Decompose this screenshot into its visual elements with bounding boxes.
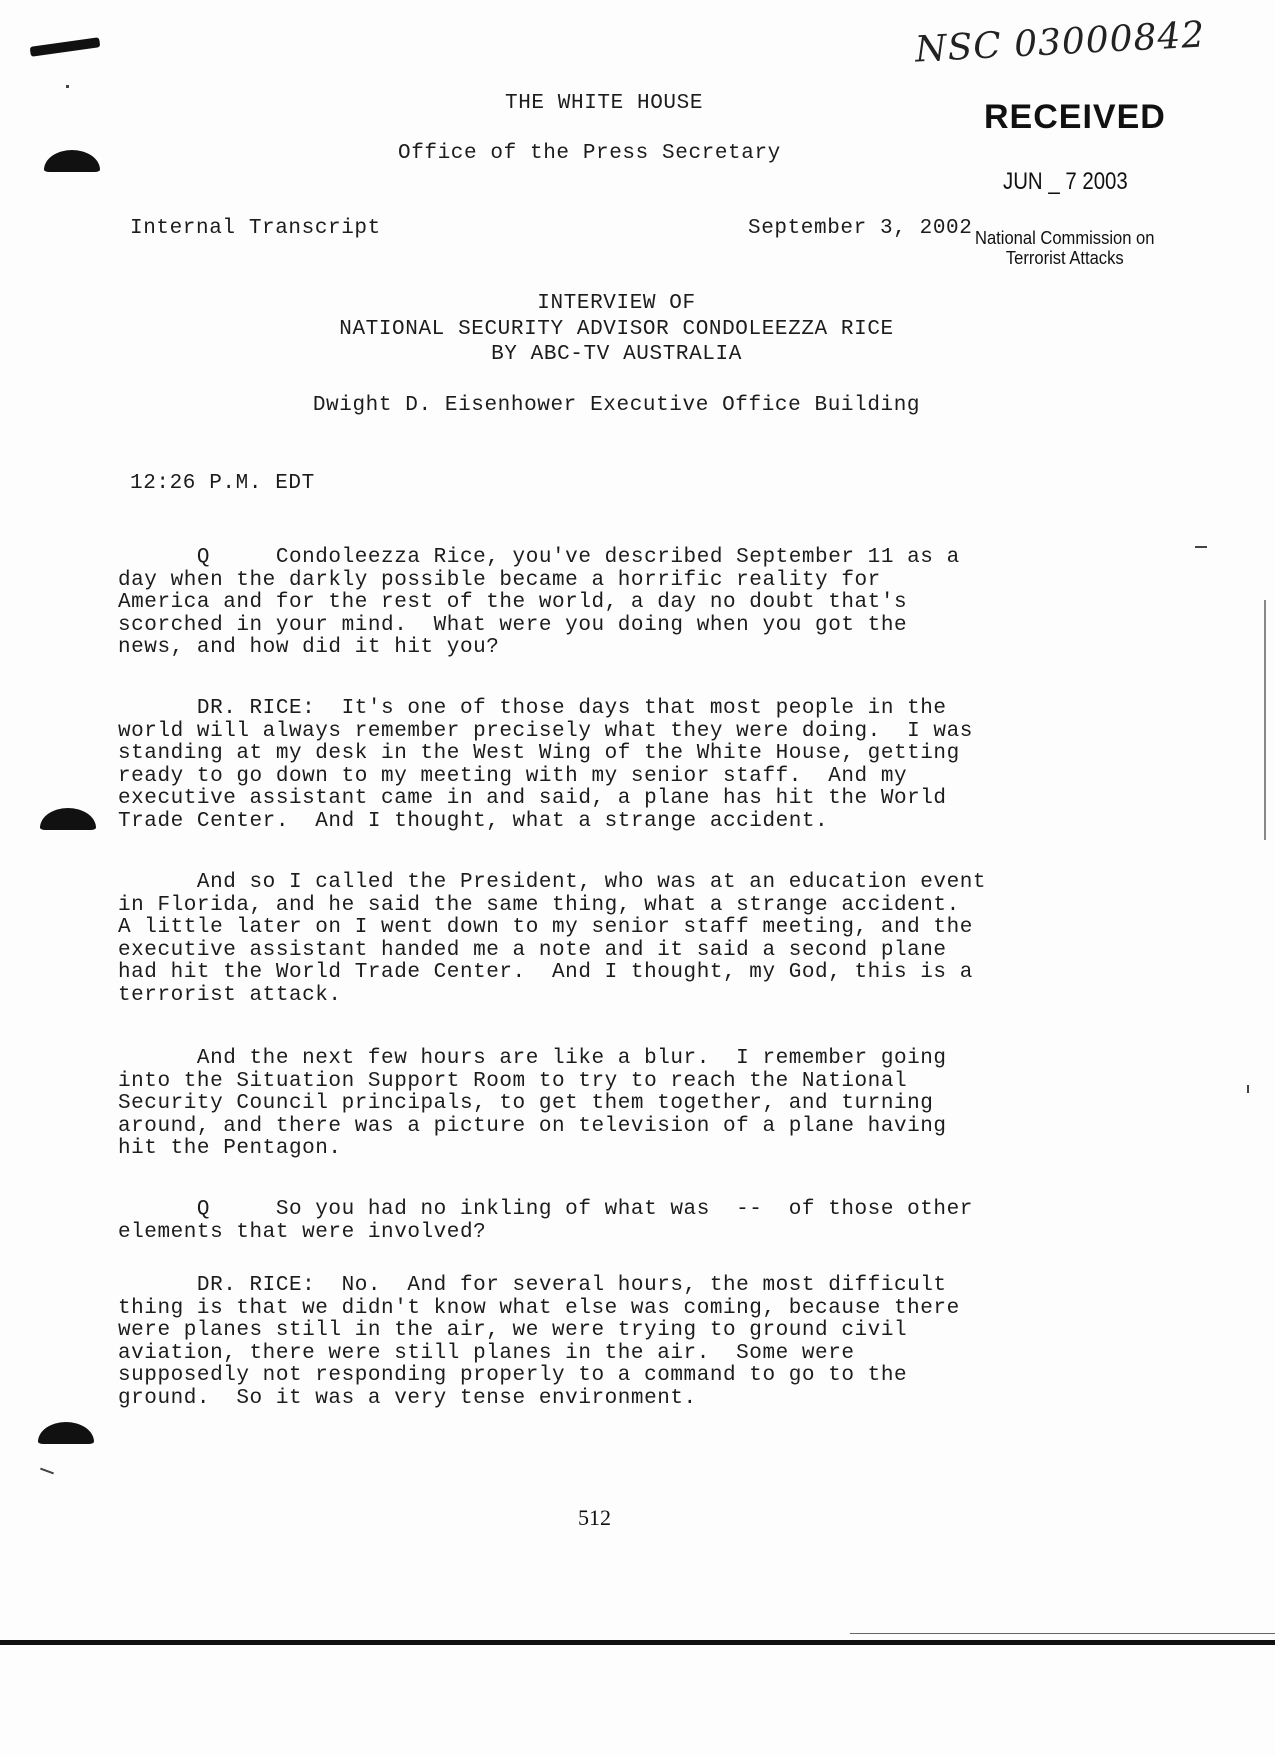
title-line-2: NATIONAL SECURITY ADVISOR CONDOLEEZZA RICE [339,318,894,341]
transcript-line: executive assistant came in and said, a plane has hit the World [118,787,947,810]
scan-speck [66,85,69,88]
commission-stamp-line2: Terrorist Attacks [1005,248,1124,268]
commission-stamp [975,228,1154,268]
transcript-line: aviation, there were still planes in the air. Some were [118,1341,855,1365]
transcript-line: world will always remember precisely what they were doing. I was [118,719,973,743]
transcript-line: ready to go down to my meeting with my senior staff. And my [118,764,908,788]
transcript-line: And so I called the President, who was at an education event [118,871,987,894]
received-stamp-date: JUN _ 7 2003 [1003,168,1128,195]
institution-heading: THE WHITE HOUSE [505,92,704,115]
transcript-line: Q Condoleezza Rice, you've described September 11 as a [118,546,960,569]
transcript-line: thing is that we didn't know what else was coming, because there [118,1296,960,1320]
transcript-line: into the Situation Support Room to try to reach the National [118,1069,908,1093]
transcript-date: September 3, 2002 [748,217,973,240]
transcript-line: supposedly not responding properly to a command to go to the [118,1364,908,1387]
transcript-line: day when the darkly possible became a horrific reality for [118,568,881,592]
transcript-line: news, and how did it hit you? [118,636,500,659]
scan-edge-rule [0,1640,1275,1645]
page-number: 512 [578,1505,611,1530]
transcript-line: had hit the World Trade Center. And I thought, my God, this is a [118,961,973,984]
scan-speck [40,1468,54,1475]
interview-location: Dwight D. Eisenhower Executive Office Building [312,394,921,417]
transcript-type: Internal Transcript [130,217,381,240]
transcript-line: And the next few hours are like a blur. I remember going [118,1047,947,1070]
scan-speck [1247,1085,1249,1093]
transcript-line: in Florida, and he said the same thing, what a strange accident. [118,893,960,917]
binder-hole-mark [44,150,100,172]
binder-hole-mark [30,37,101,57]
scan-edge-thin-line [850,1633,1275,1634]
transcript-line: Security Council principals, to get them together, and turning [118,1092,934,1115]
transcript-line: America and for the rest of the world, a day no doubt that's [118,591,908,614]
transcript-line: ground. So it was a very tense environment. [118,1386,697,1410]
transcript-paragraph [118,872,1118,1007]
transcript-line: elements that were involved? [118,1220,487,1244]
interview-time: 12:26 P.M. EDT [130,472,315,495]
transcript-line: Trade Center. And I thought, what a strange accident. [118,809,829,833]
transcript-paragraph [118,1199,1118,1244]
binder-hole-mark [38,1422,94,1444]
commission-stamp-line1: National Commission on [975,228,1155,248]
office-heading: Office of the Press Secretary [398,142,781,165]
transcript-line: standing at my desk in the West Wing of the White House, getting [118,742,960,765]
transcript-paragraph [118,698,1118,833]
transcript-line: around, and there was a picture on television of a plane having [118,1114,947,1138]
received-stamp-label: RECEIVED [984,98,1166,136]
transcript-line: scorched in your mind. What were you doing when you got the [118,613,908,637]
transcript-line: Q So you had no inkling of what was -- of those other [118,1198,973,1221]
handwritten-document-id: NSC 03000842 [914,14,1207,71]
transcript-line: were planes still in the air, we were trying to ground civil [118,1319,908,1342]
transcript-line: terrorist attack. [118,983,342,1007]
transcript-paragraph [118,1048,1118,1161]
transcript-line: DR. RICE: It's one of those days that most people in the [118,697,947,720]
binder-hole-mark [40,808,96,830]
transcript-line: DR. RICE: No. And for several hours, the most difficult [118,1274,947,1297]
transcript-paragraph [118,547,1118,660]
transcript-paragraph [118,1275,1118,1410]
title-line-1: INTERVIEW OF [537,292,696,315]
scan-speck [1195,546,1207,548]
scan-edge-line [1264,600,1266,840]
transcript-line: A little later on I went down to my senior staff meeting, and the [118,916,973,939]
transcript-line: hit the Pentagon. [118,1137,342,1160]
title-line-3: BY ABC-TV AUSTRALIA [491,343,742,366]
transcript-line: executive assistant handed me a note and it said a second plane [118,938,947,962]
